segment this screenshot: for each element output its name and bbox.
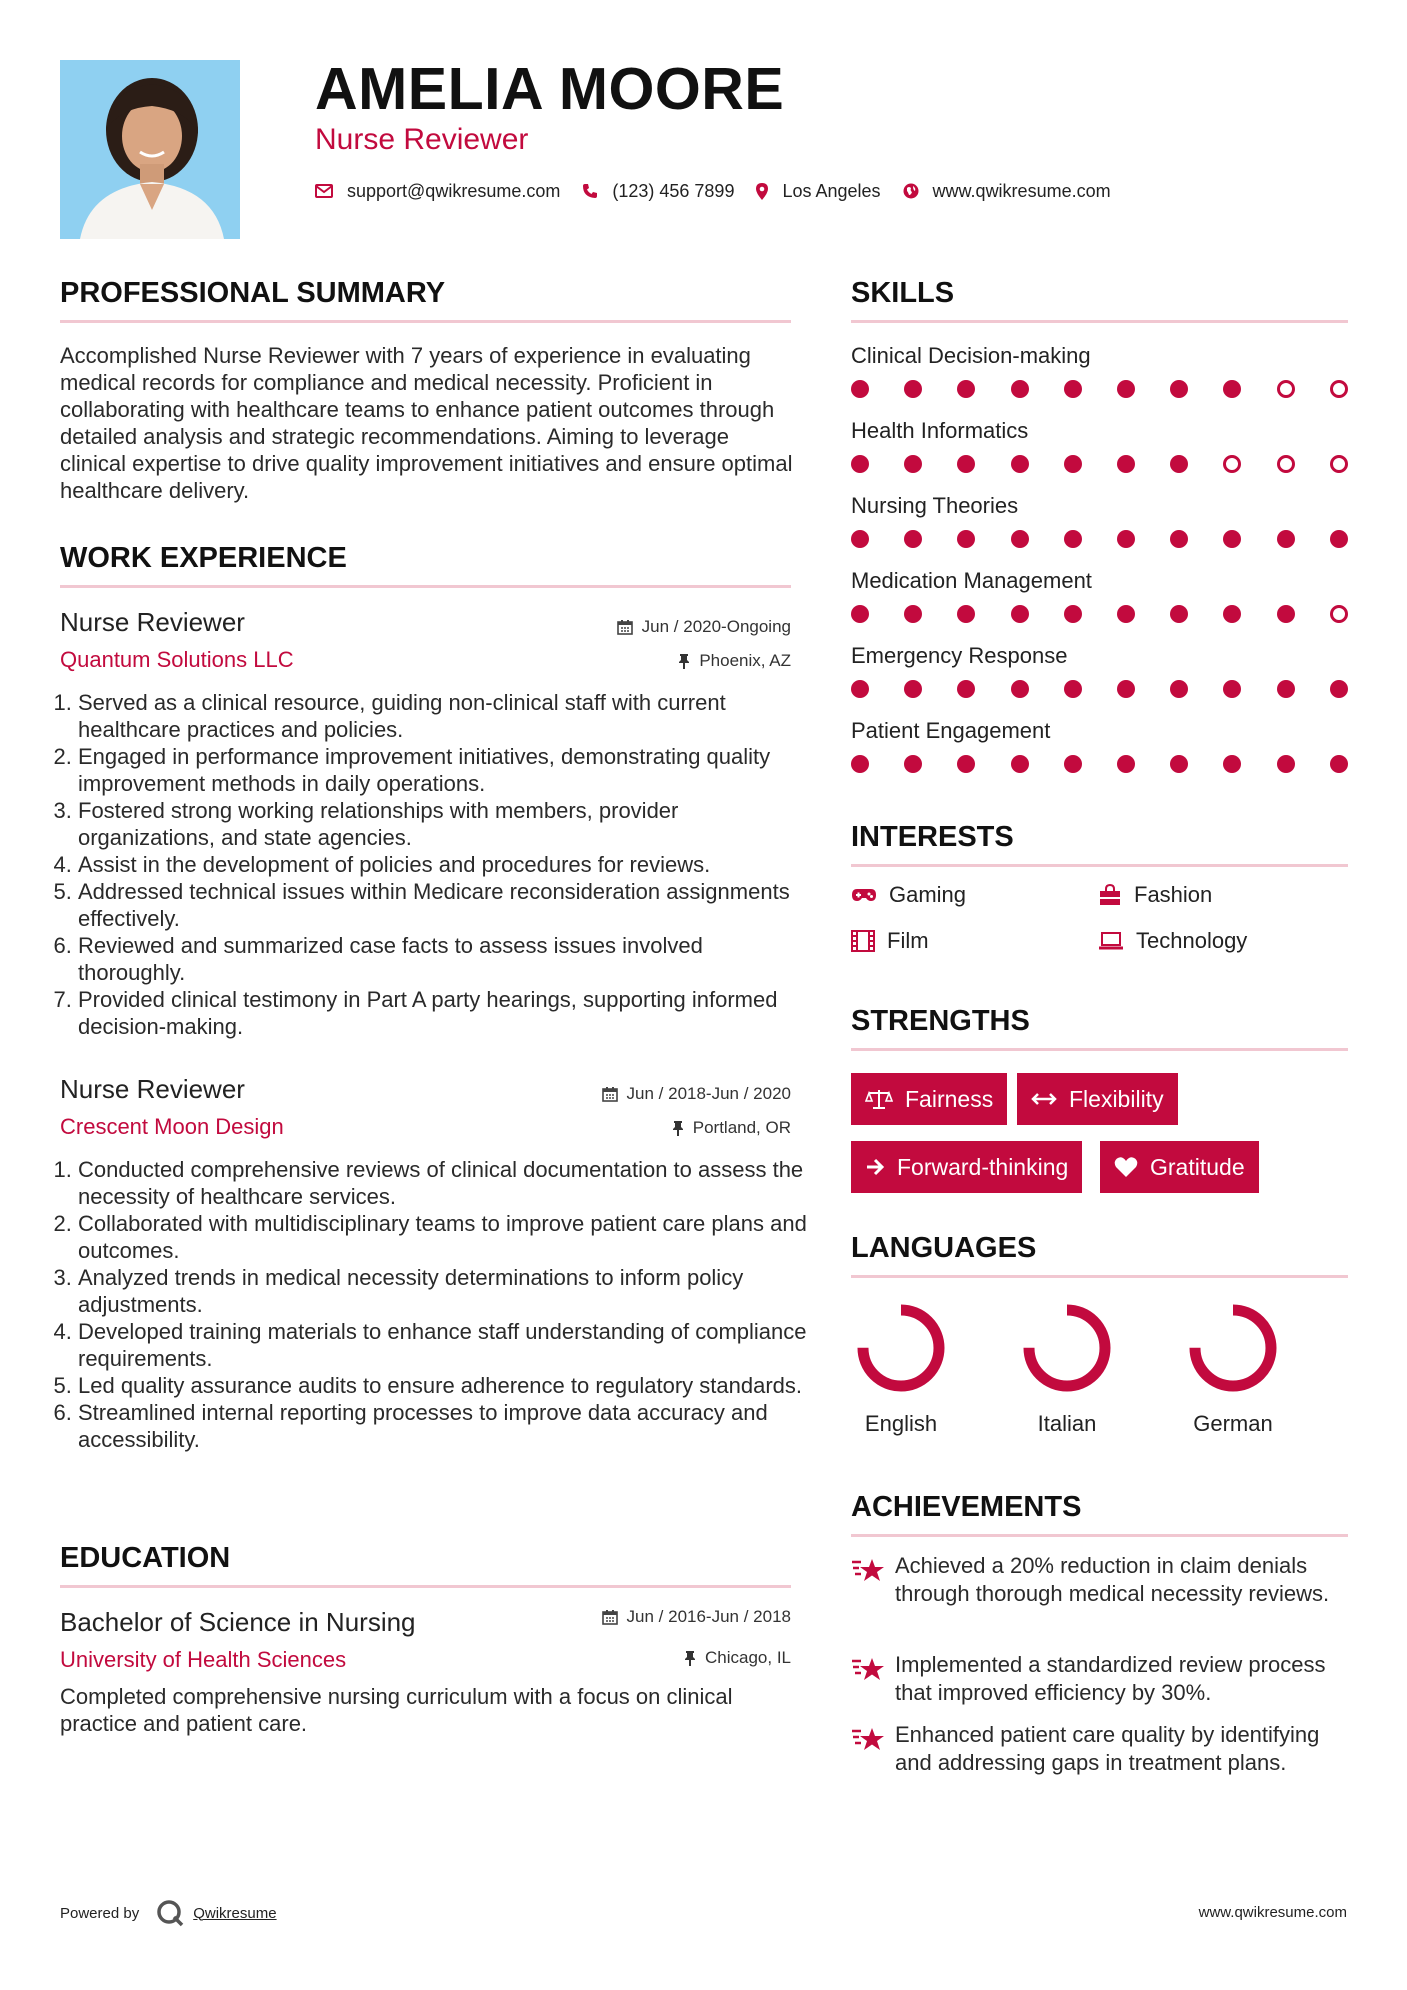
- skill-rating: [851, 530, 1351, 550]
- profile-photo: [60, 60, 240, 239]
- language-level-arc: [1029, 1310, 1105, 1386]
- list-item: 2. Collaborated with multidisciplinary teams to improve patient care plans and outcomes.: [78, 1210, 813, 1264]
- job-dates: [602, 1083, 791, 1105]
- skill-dot: [957, 380, 975, 398]
- candidate-name: AMELIA MOORE: [315, 56, 785, 122]
- skill-dot: [1330, 680, 1348, 698]
- skill-dot: [1011, 380, 1029, 398]
- achievement-text: Achieved a 20% reduction in claim denials through thorough medical necessity reviews.: [895, 1553, 1330, 1606]
- skill-dot: [1117, 455, 1135, 473]
- list-item: 2. Engaged in performance improvement initiatives, demonstrating quality improvement methods in daily operations.: [78, 743, 813, 797]
- skill-dot: [1011, 680, 1029, 698]
- language-level-ring: [1183, 1298, 1283, 1398]
- skill-dot: [1330, 755, 1348, 773]
- interest-item: [1098, 882, 1212, 908]
- contact-email[interactable]: [315, 181, 560, 202]
- skill-dot: [1277, 530, 1295, 548]
- skill-dot: [1064, 530, 1082, 548]
- education-description: Completed comprehensive nursing curriculum with a focus on clinical practice and patient care.: [60, 1684, 733, 1736]
- list-item: 4. Developed training materials to enhance staff understanding of compliance requirements.: [78, 1318, 813, 1372]
- job-bullets: [60, 689, 813, 1040]
- film-icon: [851, 930, 875, 952]
- location-text: Los Angeles: [782, 180, 881, 201]
- skill-dot: [851, 530, 869, 548]
- strength-badge: [1017, 1073, 1178, 1125]
- language-level-ring: [851, 1298, 951, 1398]
- skill-dot: [1223, 455, 1241, 473]
- skill-dot: [1277, 455, 1295, 473]
- strength-badge: [851, 1073, 1007, 1125]
- list-item: 4. Assist in the development of policies and procedures for reviews.: [78, 851, 813, 878]
- interest-label: Fashion: [1134, 882, 1213, 907]
- skill-dot: [1223, 380, 1241, 398]
- strength-badge: [1100, 1141, 1259, 1193]
- skill-dot: [1170, 530, 1188, 548]
- skill-dot: [1277, 680, 1295, 698]
- skill-dot: [851, 605, 869, 623]
- gamepad-icon: [851, 886, 877, 904]
- globe-icon: [903, 183, 919, 199]
- strength-label: Fairness: [905, 1085, 994, 1112]
- skill-dot: [1064, 605, 1082, 623]
- skill-dot: [1223, 605, 1241, 623]
- skill-dot: [957, 605, 975, 623]
- map-marker-icon: [756, 183, 768, 200]
- list-item: 5. Addressed technical issues within Medicare reconsideration assignments effectively.: [78, 878, 813, 932]
- arrows-h-icon: [1031, 1092, 1057, 1106]
- skill-dot: [904, 680, 922, 698]
- degree-title: Bachelor of Science in Nursing: [60, 1607, 416, 1637]
- summary-divider: [60, 320, 791, 323]
- skills-divider: [851, 320, 1348, 323]
- achievement-item: [851, 1651, 1351, 1707]
- phone-text: (123) 456 7899: [612, 180, 735, 201]
- contact-bar: [315, 178, 1133, 204]
- skill-dot: [1223, 755, 1241, 773]
- job-dates-text: Jun / 2020-Ongoing: [641, 617, 791, 636]
- skill-dot: [957, 455, 975, 473]
- job-location: [672, 1117, 791, 1139]
- powered-by-text: Powered by: [60, 1904, 140, 1922]
- achievement-item: [851, 1721, 1351, 1777]
- list-item: 3. Fostered strong working relationships with members, provider organizations, and state agencies.: [78, 797, 813, 851]
- skill-dot: [1330, 455, 1348, 473]
- interest-item: [851, 882, 966, 908]
- list-item: 1. Served as a clinical resource, guiding non-clinical staff with current healthcare practices and policies.: [78, 689, 813, 743]
- contact-location: [756, 181, 880, 202]
- achievement-item: [851, 1552, 1351, 1608]
- list-item: 1. Conducted comprehensive reviews of clinical documentation to assess the necessity of healthcare services.: [78, 1156, 813, 1210]
- envelope-icon: [315, 184, 333, 198]
- list-item: 5. Led quality assurance audits to ensure adherence to regulatory standards.: [78, 1372, 813, 1399]
- skill-dot: [904, 755, 922, 773]
- skill-dot: [1170, 680, 1188, 698]
- summary-heading: PROFESSIONAL SUMMARY: [60, 277, 446, 309]
- job-dates: [617, 616, 791, 638]
- contact-website[interactable]: [903, 181, 1111, 202]
- skill-dot: [1330, 380, 1348, 398]
- skill-name: Patient Engagement: [851, 718, 1051, 743]
- job-bullets: [60, 1156, 813, 1453]
- skill-dot: [1064, 680, 1082, 698]
- skill-dot: [1117, 380, 1135, 398]
- skill-name: Nursing Theories: [851, 493, 1019, 518]
- interest-label: Technology: [1136, 928, 1248, 953]
- language-name: Italian: [1037, 1411, 1097, 1436]
- education-location-text: Chicago, IL: [705, 1648, 791, 1667]
- qwikresume-link[interactable]: Qwikresume: [193, 1904, 277, 1922]
- candidate-title: Nurse Reviewer: [315, 123, 529, 156]
- heart-icon: [1114, 1156, 1138, 1178]
- qwikresume-logo-icon: [155, 1898, 185, 1928]
- skill-dot: [904, 530, 922, 548]
- shooting-star-icon: [851, 1655, 885, 1683]
- skill-name: Health Informatics: [851, 418, 1029, 443]
- summary-text: Accomplished Nurse Reviewer with 7 years of experience in evaluating medical records for compliance and medical necessity. Proficient in collaborating with healthcare teams to enhance patient outcomes through detailed analysis and strategic recommendations. Aiming to leverage clinical expertise to drive quality improvement initiatives and ensure optimal healthcare delivery.: [60, 343, 793, 503]
- skill-dot: [1330, 530, 1348, 548]
- language-name: German: [1193, 1411, 1273, 1436]
- list-item: 3. Analyzed trends in medical necessity determinations to inform policy adjustments.: [78, 1264, 813, 1318]
- contact-phone[interactable]: [582, 181, 734, 202]
- job-location-text: Portland, OR: [692, 1118, 791, 1137]
- interests-heading: INTERESTS: [851, 821, 1014, 853]
- skill-name: Clinical Decision-making: [851, 343, 1091, 368]
- skill-dot: [957, 755, 975, 773]
- achievement-text: Implemented a standardized review process that improved efficiency by 30%.: [895, 1652, 1326, 1705]
- job-location-text: Phoenix, AZ: [699, 651, 791, 670]
- shopping-bag-icon: [1098, 884, 1122, 906]
- strengths-heading: STRENGTHS: [851, 1005, 1030, 1037]
- school-name: University of Health Sciences: [60, 1647, 347, 1672]
- footer-powered-by: [60, 1898, 277, 1928]
- skill-dot: [851, 380, 869, 398]
- education-location: [684, 1647, 791, 1669]
- skill-dot: [1117, 530, 1135, 548]
- skill-dot: [1223, 680, 1241, 698]
- skill-dot: [1277, 380, 1295, 398]
- skill-dot: [1064, 380, 1082, 398]
- languages-heading: LANGUAGES: [851, 1232, 1037, 1264]
- skill-dot: [1011, 605, 1029, 623]
- skill-dot: [957, 530, 975, 548]
- phone-icon: [582, 183, 598, 199]
- skill-dot: [1011, 455, 1029, 473]
- company-name: Crescent Moon Design: [60, 1114, 284, 1139]
- strength-label: Gratitude: [1150, 1153, 1245, 1180]
- achievements-divider: [851, 1534, 1348, 1537]
- skill-name: Emergency Response: [851, 643, 1068, 668]
- shooting-star-icon: [851, 1725, 885, 1753]
- skill-dot: [1223, 530, 1241, 548]
- company-name: Quantum Solutions LLC: [60, 647, 294, 672]
- pushpin-icon: [672, 1120, 684, 1136]
- interest-label: Film: [887, 928, 929, 953]
- strength-badge: [851, 1141, 1082, 1193]
- calendar-icon: [602, 1609, 618, 1625]
- arrow-right-icon: [865, 1158, 885, 1176]
- footer-website[interactable]: www.qwikresume.com: [1198, 1904, 1347, 1921]
- strengths-divider: [851, 1048, 1348, 1051]
- skills-heading: SKILLS: [851, 277, 955, 309]
- skill-rating: [851, 455, 1351, 475]
- strength-label: Forward-thinking: [897, 1153, 1069, 1180]
- pushpin-icon: [684, 1650, 696, 1666]
- language-level-ring: [1017, 1298, 1117, 1398]
- interests-divider: [851, 864, 1348, 867]
- language-item: [1007, 1298, 1127, 1437]
- experience-divider: [60, 585, 791, 588]
- skill-dot: [1330, 605, 1348, 623]
- calendar-icon: [602, 1086, 618, 1102]
- skill-dot: [1117, 680, 1135, 698]
- interest-item: [1098, 928, 1247, 954]
- interest-label: Gaming: [889, 882, 967, 907]
- skill-dot: [904, 455, 922, 473]
- language-name: English: [864, 1411, 938, 1436]
- email-text: support@qwikresume.com: [347, 180, 561, 201]
- skill-dot: [1117, 755, 1135, 773]
- skill-dot: [851, 680, 869, 698]
- skill-dot: [1064, 755, 1082, 773]
- education-divider: [60, 1585, 791, 1588]
- skill-dot: [1011, 755, 1029, 773]
- website-text: www.qwikresume.com: [932, 180, 1111, 201]
- pushpin-icon: [678, 653, 690, 669]
- interest-item: [851, 928, 929, 954]
- language-item: [1173, 1298, 1293, 1437]
- languages-divider: [851, 1275, 1348, 1278]
- skill-dot: [904, 605, 922, 623]
- skill-rating: [851, 605, 1351, 625]
- skill-dot: [1011, 530, 1029, 548]
- achievement-text: Enhanced patient care quality by identifying and addressing gaps in treatment plans.: [895, 1722, 1320, 1775]
- skill-dot: [1170, 380, 1188, 398]
- achievements-heading: ACHIEVEMENTS: [851, 1491, 1082, 1523]
- skill-dot: [1117, 605, 1135, 623]
- skill-dot: [851, 455, 869, 473]
- language-level-arc: [1195, 1310, 1271, 1386]
- job-title: Nurse Reviewer: [60, 1074, 245, 1104]
- language-level-arc: [863, 1310, 939, 1386]
- balance-scale-icon: [865, 1088, 893, 1110]
- skill-dot: [851, 755, 869, 773]
- skill-dot: [1170, 605, 1188, 623]
- calendar-icon: [617, 619, 633, 635]
- skill-dot: [904, 380, 922, 398]
- experience-heading: WORK EXPERIENCE: [60, 542, 347, 574]
- job-location: [678, 650, 791, 672]
- education-heading: EDUCATION: [60, 1542, 231, 1574]
- skill-rating: [851, 380, 1351, 400]
- skill-dot: [1064, 455, 1082, 473]
- skill-rating: [851, 680, 1351, 700]
- education-dates-text: Jun / 2016-Jun / 2018: [626, 1607, 791, 1626]
- skill-rating: [851, 755, 1351, 775]
- strength-label: Flexibility: [1069, 1085, 1164, 1112]
- language-item: [841, 1298, 961, 1437]
- skill-dot: [1277, 605, 1295, 623]
- skill-dot: [1170, 455, 1188, 473]
- list-item: 6. Streamlined internal reporting processes to improve data accuracy and accessibility.: [78, 1399, 813, 1453]
- skill-dot: [1277, 755, 1295, 773]
- skill-dot: [1170, 755, 1188, 773]
- education-dates: [602, 1606, 791, 1628]
- shooting-star-icon: [851, 1556, 885, 1584]
- job-dates-text: Jun / 2018-Jun / 2020: [626, 1084, 791, 1103]
- list-item: 7. Provided clinical testimony in Part A party hearings, supporting informed decision-making.: [78, 986, 813, 1040]
- skill-dot: [957, 680, 975, 698]
- laptop-icon: [1098, 931, 1124, 951]
- job-title: Nurse Reviewer: [60, 607, 245, 637]
- list-item: 6. Reviewed and summarized case facts to assess issues involved thoroughly.: [78, 932, 813, 986]
- skill-name: Medication Management: [851, 568, 1092, 593]
